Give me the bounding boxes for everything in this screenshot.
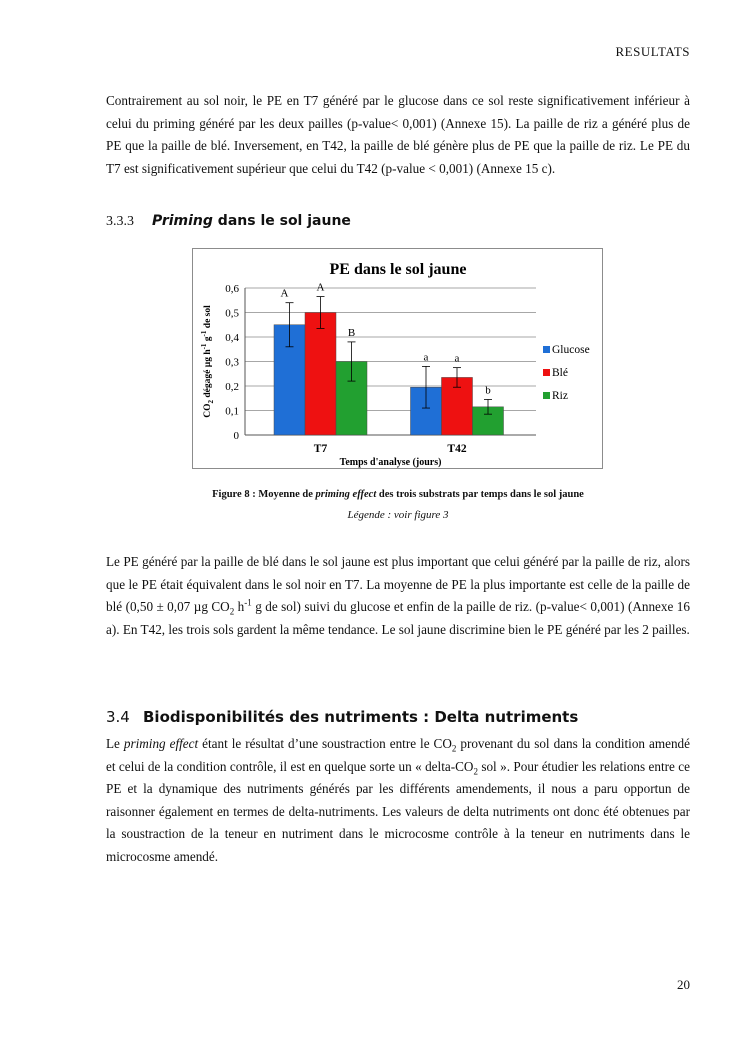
para3-italic: priming effect [123,736,199,751]
para3-b: étant le résultat d’une soustraction entre le CO [198,736,452,751]
legend-label: Blé [552,367,568,379]
x-axis-label: Temps d'analyse (jours) [339,457,442,468]
y-tick-label: 0,3 [225,356,239,369]
y-tick-label: 0,2 [225,381,239,393]
y-tick-label: 0,5 [225,307,239,320]
y-axis-label: $CO_2$ dégagé µg $h^{-1}$ $g^{-1}$ de sol [200,305,215,418]
y-tick-label: 0,1 [225,405,239,418]
bar-bl-t7 [305,313,336,436]
significance-letter: A [316,281,325,294]
page-number: 20 [677,977,690,992]
legend-swatch [543,369,550,376]
figure-legend-note: Légende : voir figure 3 [347,509,449,521]
intro-paragraph [106,90,690,180]
figure-caption [106,489,690,500]
significance-letter: a [454,352,460,365]
para3-d: sol ». Pour étudier les relations entre ce PE et la dynamique des nutriments générés par les différents amendements, il nous a paru opportun de raisonner également en termes de delta-nutriments. Les valeurs de delta nutriments ont donc été obtenues par la soustraction de la teneur en nutriment dans le microcosme contrôle à la teneur en nutriments dans le microcosme amendé. [106,758,690,864]
legend-label: Riz [552,390,568,402]
running-header: RESULTATS [615,44,690,59]
legend-swatch [543,392,550,399]
para2-c: g de sol) suivi du glucose et enfin de la paille de riz. (p-value< 0,001) (Annexe 16 a). En T42, les trois sols gardent la même tendance. Le sol jaune discrimine bien le PE généré par les 2 pailles. [106,599,690,637]
bar-chart [193,249,602,468]
intro-text: Contrairement au sol noir, le PE en T7 généré par le glucose dans ce sol reste significativement inférieur à celui du priming généré par les deux pailles (p-value< 0,001) (Annexe 15). La paille de riz a généré plus de PE que la paille de blé. Inversement, en T42, la paille de blé génère plus de PE que la paille de riz. Le PE du T7 est significativement supérieur que celui du T42 (p-value < 0,001) (Annexe 15 c). [106,93,690,176]
caption-italic: priming effect [315,489,377,500]
x-tick-label: T42 [447,443,467,455]
legend-swatch [543,346,550,353]
para2-sup: -1 [244,597,252,608]
para2-sub: 2 [229,606,235,617]
section-title: Biodisponibilités des nutriments : Delta nutriments [143,708,579,726]
para3-a: Le [106,736,124,751]
para2-a: Le PE généré par la paille de blé dans le sol jaune est plus important que celui généré par la paille de riz, alors que le PE était équivalent dans le sol noir en T7. La moyenne de PE la plus importante est celle de la paille de blé (0,50 ± 0,07 µg CO [106,554,690,615]
y-tick-label: 0,4 [225,332,239,344]
caption-prefix: Figure 8 : Moyenne de [212,489,316,500]
x-tick-label: T7 [313,443,328,455]
y-tick-label: 0,6 [225,283,239,295]
significance-letter: A [280,287,289,300]
section-number: 3.3.3 [106,214,134,229]
section-number: 3.4 [106,708,130,726]
paragraph-3 [106,733,690,869]
para3-sub2: 2 [473,766,478,777]
para2-b: h [234,599,245,615]
significance-letter: B [347,326,356,339]
section-3-4-heading [106,708,578,726]
para3-sub1: 2 [451,743,457,754]
significance-letter: a [423,351,429,364]
chart-frame [192,248,603,469]
para3-c: provenant du sol dans la condition amendé et celui de la condition contrôle, il est en quelque sorte un « delta-CO [106,736,690,774]
significance-letter: b [485,384,491,397]
y-tick-label: 0 [233,430,239,442]
chart-title: PE dans le sol jaune [329,261,467,278]
caption-suffix: des trois substrats par temps dans le sol jaune [376,489,584,500]
section-3-3-3-heading [106,213,351,230]
legend-label: Glucose [552,344,590,356]
section-title-rest: dans le sol jaune [212,213,351,229]
section-title-italic: Priming [152,213,213,229]
paragraph-2 [106,551,690,641]
